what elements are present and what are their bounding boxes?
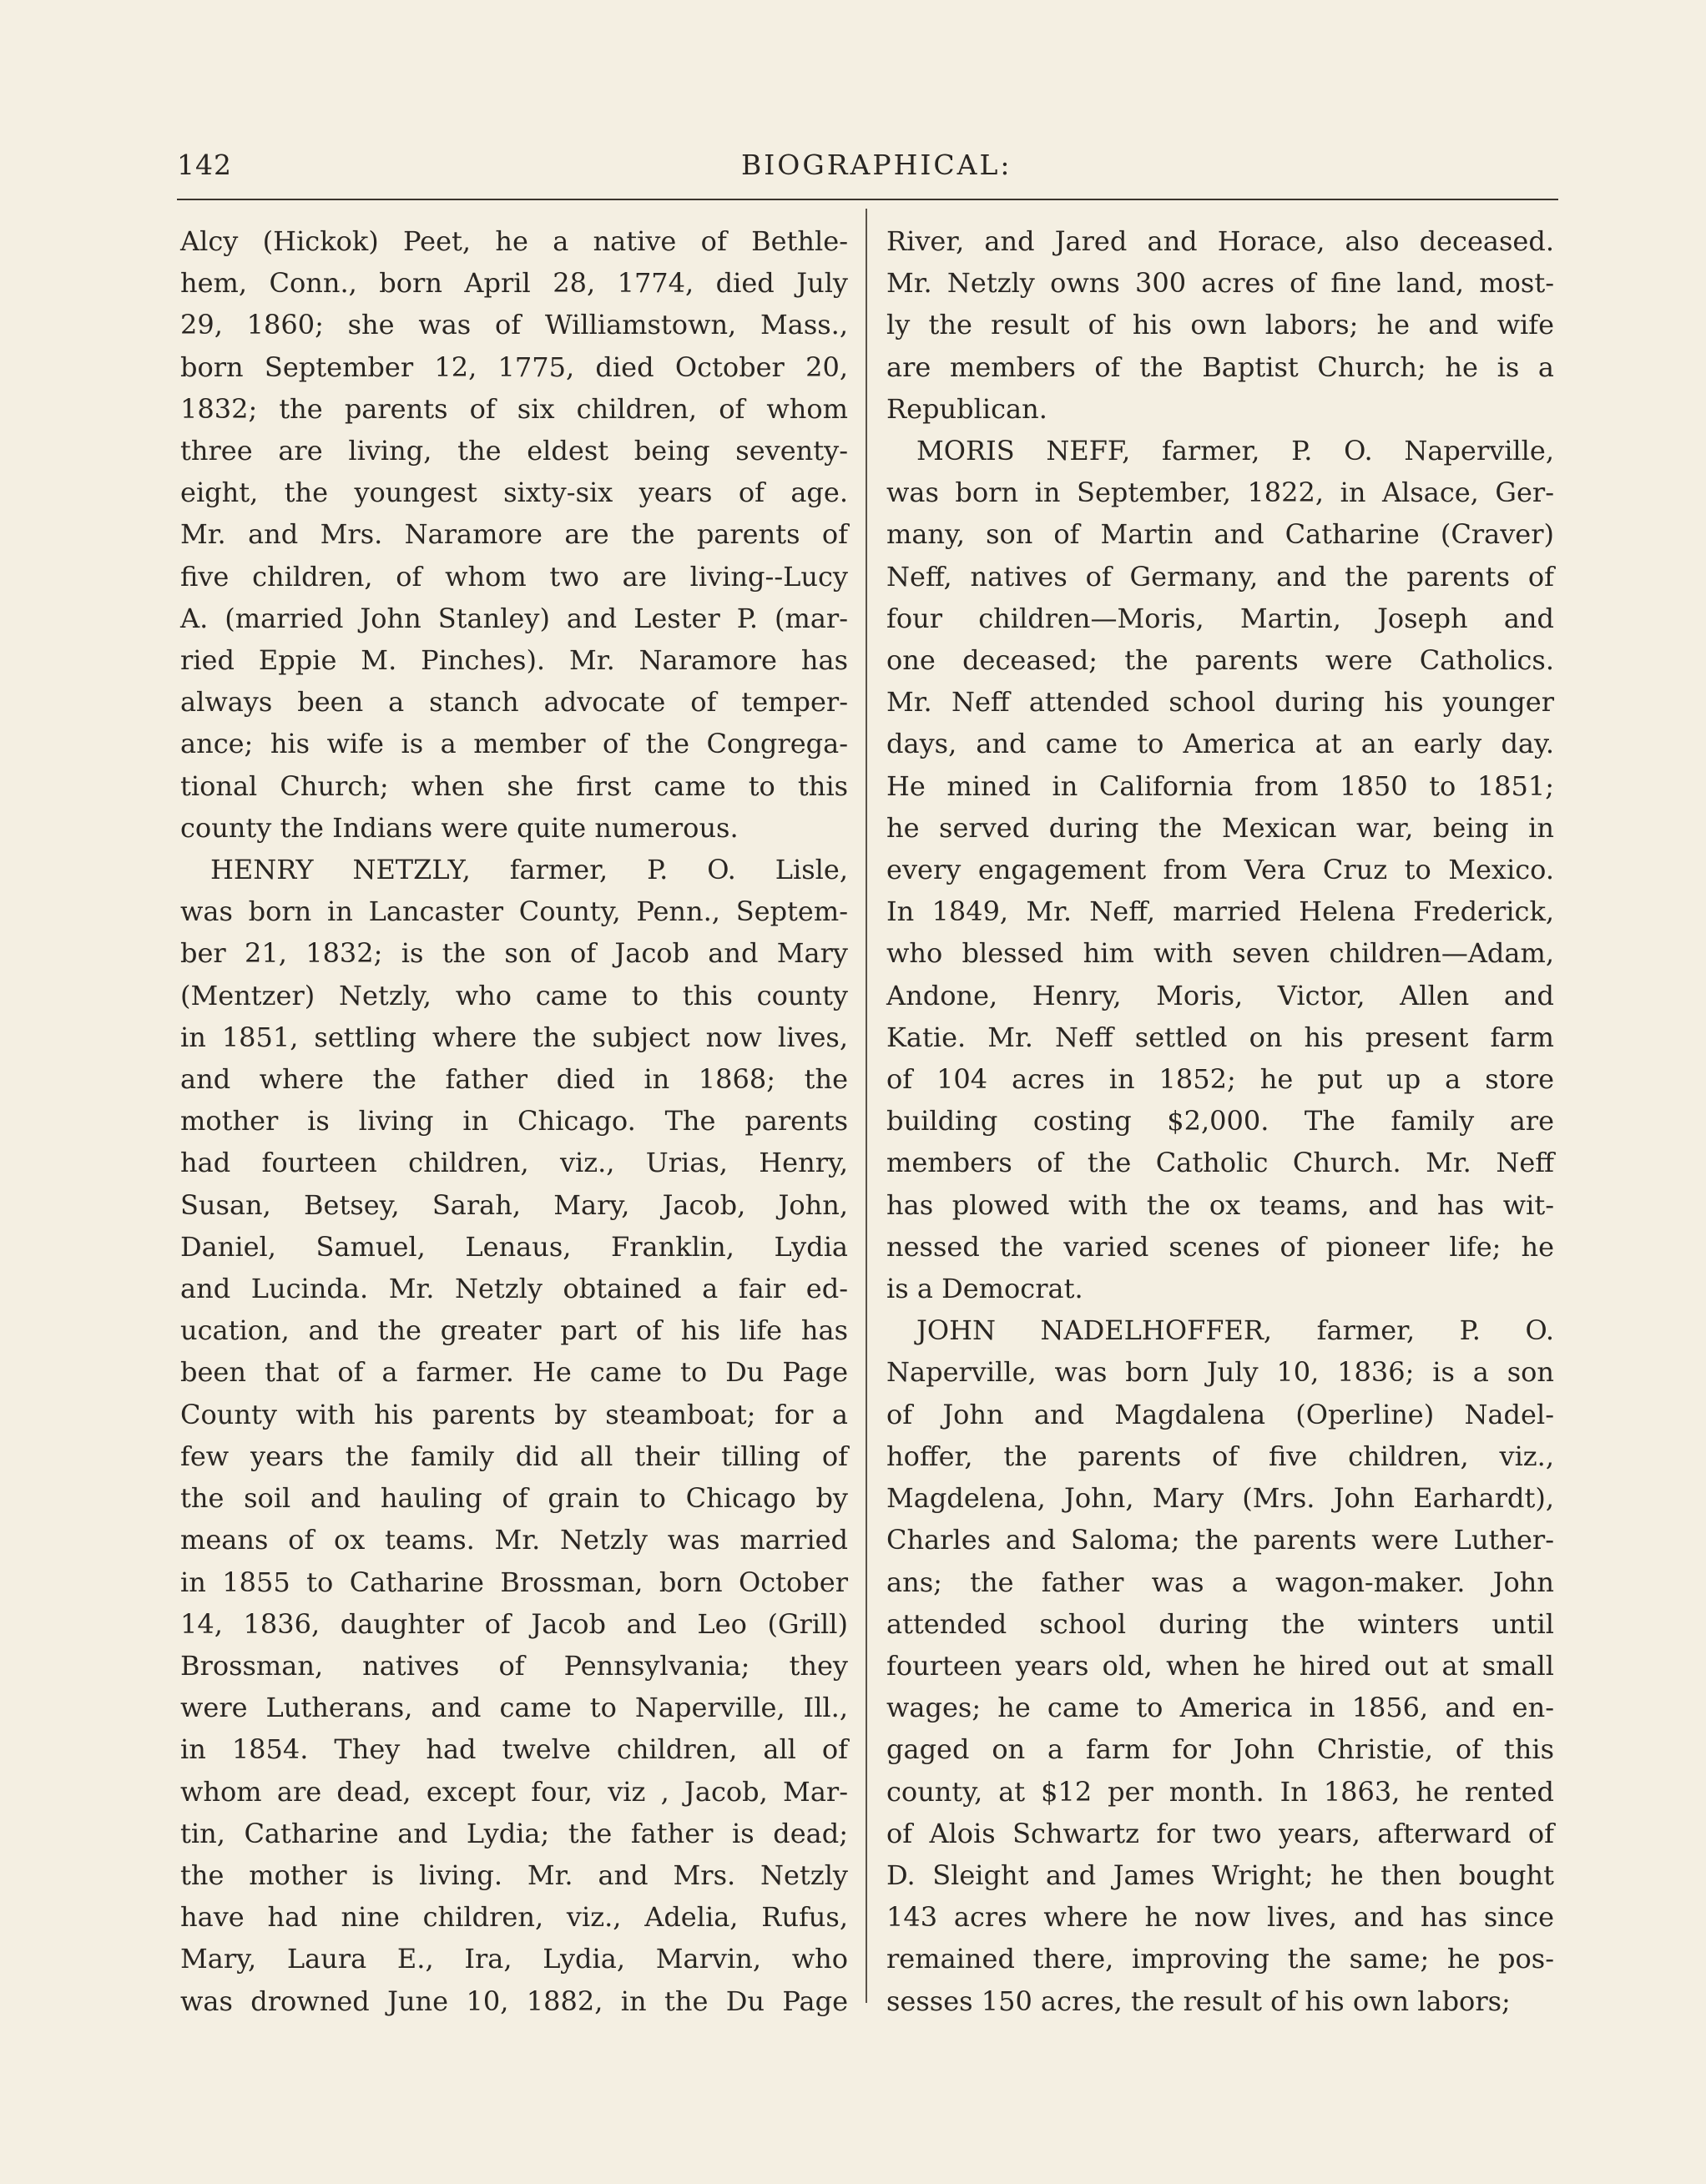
text-line: fourteen years old, when he hired out at small xyxy=(886,1649,1554,1682)
text-line: the soil and hauling of grain to Chicago by xyxy=(180,1482,848,1515)
text-line: has plowed with the ox teams, and has wit- xyxy=(886,1188,1554,1221)
text-line: eight, the youngest sixty-six years of age. xyxy=(180,477,848,509)
text-line: attended school during the winters until xyxy=(886,1607,1554,1640)
text-line: tin, Catharine and Lydia; the father is dead; xyxy=(180,1817,848,1849)
text-line: every engagement from Vera Cruz to Mexico. xyxy=(886,854,1554,886)
text-line: hem, Conn., born April 28, 1774, died July xyxy=(180,267,848,300)
text-line: who blessed him with seven children—Adam, xyxy=(886,937,1554,970)
header-rule xyxy=(177,199,1558,200)
text-line: means of ox teams. Mr. Netzly was married xyxy=(180,1524,848,1556)
text-line: He mined in California from 1850 to 1851; xyxy=(886,769,1554,802)
text-line: ans; the father was a wagon-maker. John xyxy=(886,1566,1554,1598)
text-line: he served during the Mexican war, being in xyxy=(886,811,1554,844)
text-line: always been a stanch advocate of temper- xyxy=(180,686,848,719)
text-line: have had nine children, viz., Adelia, Rufus, xyxy=(180,1901,848,1934)
text-line: Daniel, Samuel, Lenaus, Franklin, Lydia xyxy=(180,1230,848,1263)
page-number: 142 xyxy=(177,149,232,181)
text-line: were Lutherans, and came to Naperville, Ill., xyxy=(180,1692,848,1724)
running-head: BIOGRAPHICAL: xyxy=(741,149,1012,181)
text-line: 143 acres where he now lives, and has since xyxy=(886,1901,1554,1934)
text-line: few years the family did all their tilling of xyxy=(180,1440,848,1472)
text-line: tional Church; when she first came to this xyxy=(180,769,848,802)
column-divider xyxy=(866,209,867,2003)
text-line: sesses 150 acres, the result of his own labors; xyxy=(886,1985,1511,2017)
text-line: ried Eppie M. Pinches). Mr. Naramore has xyxy=(180,644,848,677)
text-line: 1832; the parents of six children, of whom xyxy=(180,392,848,425)
text-line: HENRY NETZLY, farmer, P. O. Lisle, xyxy=(210,854,848,886)
text-line: hoffer, the parents of five children, viz., xyxy=(886,1440,1554,1472)
text-line: of John and Magdalena (Operline) Nadel- xyxy=(886,1398,1554,1430)
text-line: building costing $2,000. The family are xyxy=(886,1105,1554,1137)
text-line: of Alois Schwartz for two years, afterward of xyxy=(886,1817,1554,1849)
text-line: A. (married John Stanley) and Lester P. (mar- xyxy=(180,602,848,634)
page-header xyxy=(177,149,1558,190)
text-line: MORIS NEFF, farmer, P. O. Naperville, xyxy=(916,435,1554,467)
text-line: of 104 acres in 1852; he put up a store xyxy=(886,1063,1554,1096)
text-line: and Lucinda. Mr. Netzly obtained a fair ed- xyxy=(180,1273,848,1305)
text-line: D. Sleight and James Wright; he then bought xyxy=(886,1859,1554,1891)
text-line: Mr. and Mrs. Naramore are the parents of xyxy=(180,518,848,551)
text-line: gaged on a farm for John Christie, of this xyxy=(886,1733,1554,1766)
text-line: Charles and Saloma; the parents were Luther- xyxy=(886,1524,1554,1556)
text-line: in 1854. They had twelve children, all of xyxy=(180,1733,848,1766)
text-line: was born in Lancaster County, Penn., Septem- xyxy=(180,895,848,928)
text-line: Mr. Netzly owns 300 acres of fine land, most- xyxy=(886,267,1554,300)
text-line: remained there, improving the same; he pos- xyxy=(886,1943,1554,1975)
text-line: ber 21, 1832; is the son of Jacob and Mary xyxy=(180,937,848,970)
right-column xyxy=(886,220,1554,2022)
text-line: Naperville, was born July 10, 1836; is a son xyxy=(886,1356,1554,1389)
text-line: county, at $12 per month. In 1863, he rented xyxy=(886,1775,1554,1808)
text-line: many, son of Martin and Catharine (Craver) xyxy=(886,518,1554,551)
text-line: three are living, the eldest being seventy- xyxy=(180,435,848,467)
text-line: and where the father died in 1868; the xyxy=(180,1063,848,1096)
text-line: in 1855 to Catharine Brossman, born October xyxy=(180,1566,848,1598)
text-line: JOHN NADELHOFFER, farmer, P. O. xyxy=(916,1314,1554,1347)
text-line: nessed the varied scenes of pioneer life; he xyxy=(886,1230,1554,1263)
text-line: 14, 1836, daughter of Jacob and Leo (Grill) xyxy=(180,1607,848,1640)
text-line: five children, of whom two are living--Lucy xyxy=(180,560,848,593)
text-line: ance; his wife is a member of the Congrega- xyxy=(180,728,848,760)
text-line: Andone, Henry, Moris, Victor, Allen and xyxy=(886,979,1554,1011)
text-line: days, and came to America at an early day. xyxy=(886,728,1554,760)
text-line: county the Indians were quite numerous. xyxy=(180,811,739,844)
text-line: Mr. Neff attended school during his younger xyxy=(886,686,1554,719)
text-line: In 1849, Mr. Neff, married Helena Frederick, xyxy=(886,895,1554,928)
text-line: in 1851, settling where the subject now lives, xyxy=(180,1021,848,1053)
text-line: wages; he came to America in 1856, and en- xyxy=(886,1692,1554,1724)
text-line: had fourteen children, viz., Urias, Henry, xyxy=(180,1147,848,1179)
text-line: 29, 1860; she was of Williamstown, Mass., xyxy=(180,309,848,341)
text-line: Brossman, natives of Pennsylvania; they xyxy=(180,1649,848,1682)
text-line: Mary, Laura E., Ira, Lydia, Marvin, who xyxy=(180,1943,848,1975)
text-line: was born in September, 1822, in Alsace, Ger- xyxy=(886,477,1554,509)
text-line: County with his parents by steamboat; for a xyxy=(180,1398,848,1430)
left-column xyxy=(180,220,848,2022)
text-line: Alcy (Hickok) Peet, he a native of Bethle- xyxy=(180,225,848,257)
text-line: members of the Catholic Church. Mr. Neff xyxy=(886,1147,1554,1179)
text-line: River, and Jared and Horace, also deceased. xyxy=(886,225,1554,257)
text-line: Republican. xyxy=(886,392,1047,425)
text-line: the mother is living. Mr. and Mrs. Netzly xyxy=(180,1859,848,1891)
text-line: ly the result of his own labors; he and wife xyxy=(886,309,1554,341)
text-line: one deceased; the parents were Catholics. xyxy=(886,644,1554,677)
text-line: four children—Moris, Martin, Joseph and xyxy=(886,602,1554,634)
text-line: Neff, natives of Germany, and the parents of xyxy=(886,560,1554,593)
text-line: whom are dead, except four, viz , Jacob, Mar- xyxy=(180,1775,848,1808)
text-line: Susan, Betsey, Sarah, Mary, Jacob, John, xyxy=(180,1188,848,1221)
text-line: (Mentzer) Netzly, who came to this county xyxy=(180,979,848,1011)
text-line: are members of the Baptist Church; he is a xyxy=(886,351,1554,383)
text-line: ucation, and the greater part of his life has xyxy=(180,1314,848,1347)
text-line: been that of a farmer. He came to Du Page xyxy=(180,1356,848,1389)
text-line: Magdelena, John, Mary (Mrs. John Earhardt), xyxy=(886,1482,1554,1515)
text-line: is a Democrat. xyxy=(886,1273,1083,1305)
text-line: born September 12, 1775, died October 20, xyxy=(180,351,848,383)
text-line: Katie. Mr. Neff settled on his present farm xyxy=(886,1021,1554,1053)
text-line: was drowned June 10, 1882, in the Du Page xyxy=(180,1985,848,2017)
text-line: mother is living in Chicago. The parents xyxy=(180,1105,848,1137)
